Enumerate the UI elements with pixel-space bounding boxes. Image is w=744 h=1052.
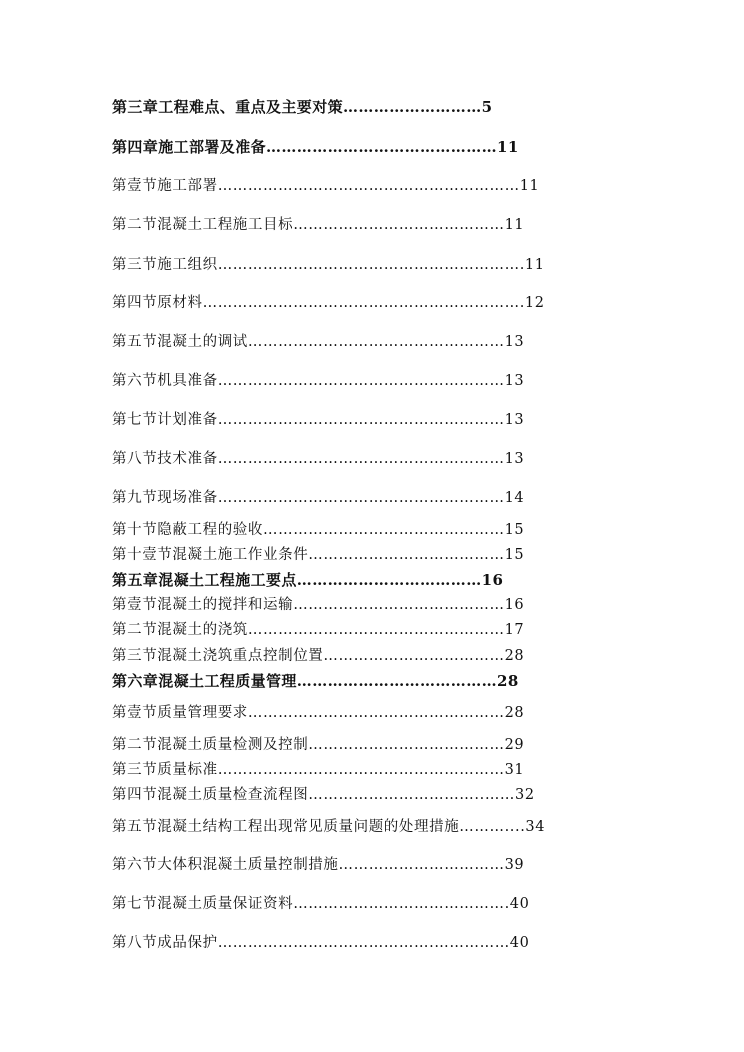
toc-entry-section: 第二节混凝土质量检测及控制…………………………………29 [112,737,525,753]
toc-entry-chapter-5: 第五章混凝土工程施工要点………………………………16 [112,571,504,589]
toc-entry-section: 第二节混凝土的浇筑……………………………………………17 [112,622,525,638]
toc-entry-section: 第四节原材料……………………………………………………….12 [112,295,545,311]
toc-entry-section: 第十节隐蔽工程的验收…………………………………………15 [112,522,525,538]
toc-entry-section: 第六节大体积混凝土质量控制措施……………………………39 [112,857,525,873]
toc-entry-section: 第二节混凝土工程施工目标……………………………………11 [112,217,525,233]
toc-entry-section: 第五节混凝土的调试……………………………………………13 [112,334,525,350]
toc-entry-section: 第三节质量标准…………………………………………………31 [112,762,525,778]
toc-entry-section: 第四节混凝土质量检查流程图……………………………..……32 [112,787,535,803]
toc-entry-section: 第七节计划准备…………………………………………………13 [112,412,525,428]
toc-entry-section: 第三节施工组织…………………………………………………….11 [112,257,545,273]
toc-entry-section: 第九节现场准备…………………………………………………14 [112,490,525,506]
toc-entry-section: 第壹节施工部署……………………………………………………11 [112,178,540,194]
toc-entry-section: 第三节混凝土浇筑重点控制位置………………………………28 [112,648,525,664]
toc-entry-section: 第八节技术准备…………………………………………………13 [112,451,525,467]
toc-entry-chapter-3: 第三章工程难点、重点及主要对策………………………5 [112,98,493,116]
toc-entry-section: 第六节机具准备…………………………………………………13 [112,373,525,389]
toc-entry-section: 第七节混凝土质量保证资料…………………………………….40 [112,896,530,912]
toc-entry-section: 第八节成品保护…………………………………….……………40 [112,935,530,951]
toc-entry-chapter-4: 第四章施工部署及准备………………………………………11 [112,138,519,156]
toc-entry-section: 第十壹节混凝土施工作业条件…………………………………15 [112,547,525,563]
toc-entry-section: 第壹节质量管理要求……………………………………………28 [112,705,525,721]
toc-entry-section: 第壹节混凝土的搅拌和运输……………………………………16 [112,597,525,613]
toc-entry-section: 第五节混凝土结构工程出现常见质量问题的处理措施………....34 [112,819,546,835]
toc-entry-chapter-6: 第六章混凝土工程质量管理…………………………………28 [112,672,519,690]
